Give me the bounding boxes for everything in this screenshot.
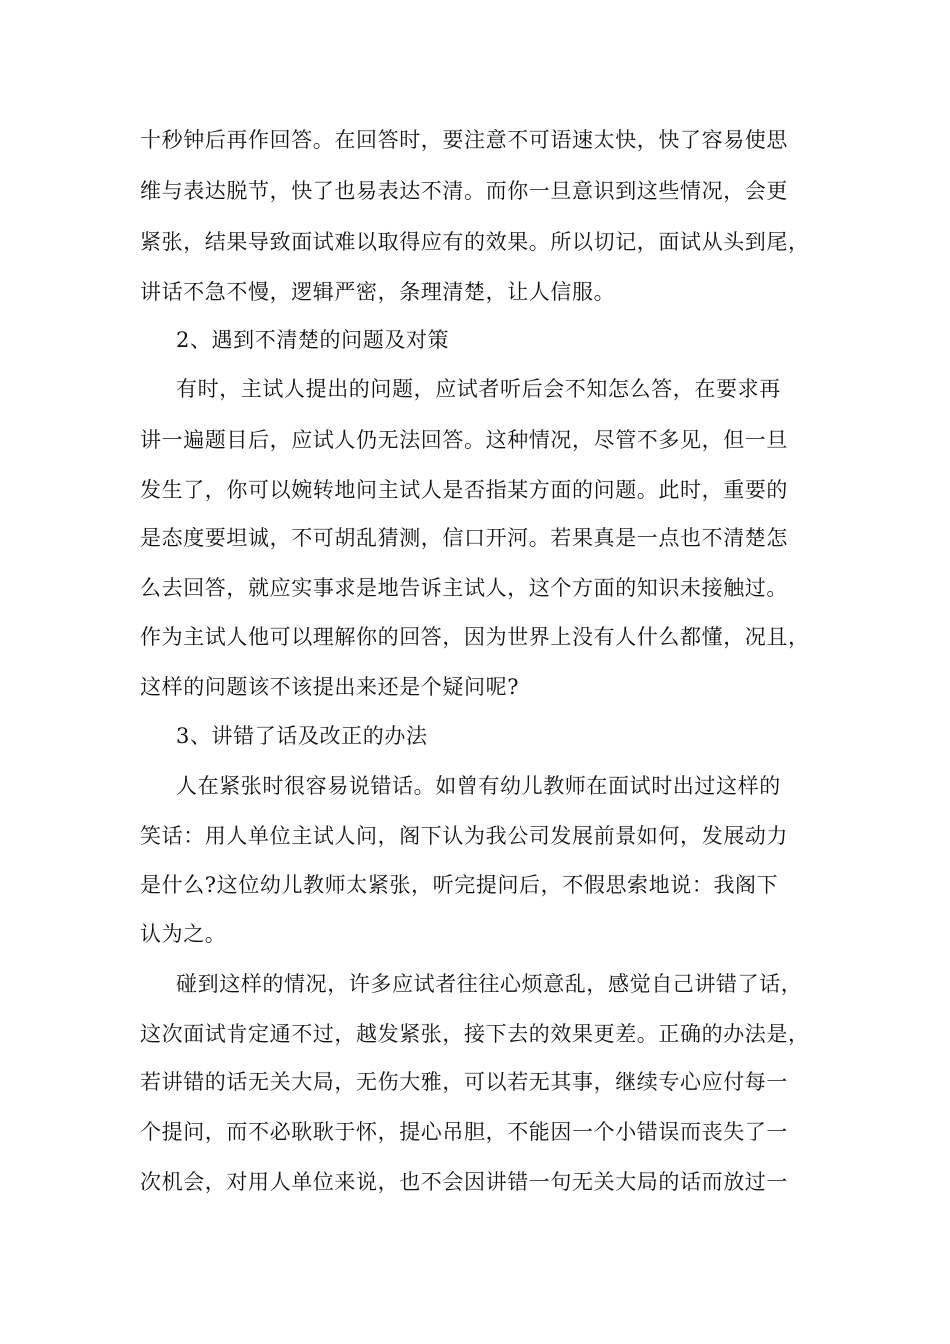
- paragraph-line: 维与表达脱节，快了也易表达不清。而你一旦意识到这些情况，会更: [140, 179, 788, 203]
- paragraph-line: 有时，主试人提出的问题，应试者听后会不知怎么答，在要求再: [176, 377, 781, 401]
- paragraph-line: 个提问，而不必耿耿于怀，提心吊胆，不能因一个小错误而丧失了一: [140, 1120, 788, 1144]
- paragraph-line: 人在紧张时很容易说错话。如曾有幼儿教师在面试时出过这样的: [176, 774, 781, 798]
- paragraph-line: 是什么?这位幼儿教师太紧张，听完提问后，不假思索地说：我阁下: [140, 873, 779, 897]
- paragraph-line: 若讲错的话无关大局，无伤大雅，可以若无其事，继续专心应付每一: [140, 1070, 788, 1094]
- paragraph-line: 这次面试肯定通不过，越发紧张，接下去的效果更差。正确的办法是，: [140, 1022, 810, 1046]
- paragraph-line: 么去回答，就应实事求是地告诉主试人，这个方面的知识未接触过。: [140, 576, 788, 600]
- paragraph-line: 十秒钟后再作回答。在回答时，要注意不可语速太快，快了容易使思: [140, 128, 788, 152]
- paragraph-line: 紧张，结果导致面试难以取得应有的效果。所以切记，面试从头到尾，: [140, 230, 810, 254]
- paragraph-line: 次机会，对用人单位来说，也不会因讲错一句无关大局的话而放过一: [140, 1170, 788, 1194]
- paragraph-line: 讲话不急不慢，逻辑严密，条理清楚，让人信服。: [140, 280, 616, 304]
- paragraph-line: 认为之。: [140, 922, 227, 946]
- paragraph-line: 这样的问题该不该提出来还是个疑问呢?: [140, 675, 520, 699]
- section-heading: 2、遇到不清楚的问题及对策: [176, 328, 450, 352]
- paragraph-line: 笑话：用人单位主试人问，阁下认为我公司发展前景如何，发展动力: [140, 824, 788, 848]
- paragraph-line: 作为主试人他可以理解你的回答，因为世界上没有人什么都懂，况且，: [140, 625, 810, 649]
- paragraph-line: 碰到这样的情况，许多应试者往往心烦意乱，感觉自己讲错了话，: [176, 972, 803, 996]
- paragraph-line: 是态度要坦诚，不可胡乱猜测，信口开河。若果真是一点也不清楚怎: [140, 526, 788, 550]
- paragraph-line: 讲一遍题目后，应试人仍无法回答。这种情况，尽管不多见，但一旦: [140, 428, 788, 452]
- paragraph-line: 发生了，你可以婉转地问主试人是否指某方面的问题。此时，重要的: [140, 478, 788, 502]
- section-heading: 3、讲错了话及改正的办法: [176, 724, 428, 748]
